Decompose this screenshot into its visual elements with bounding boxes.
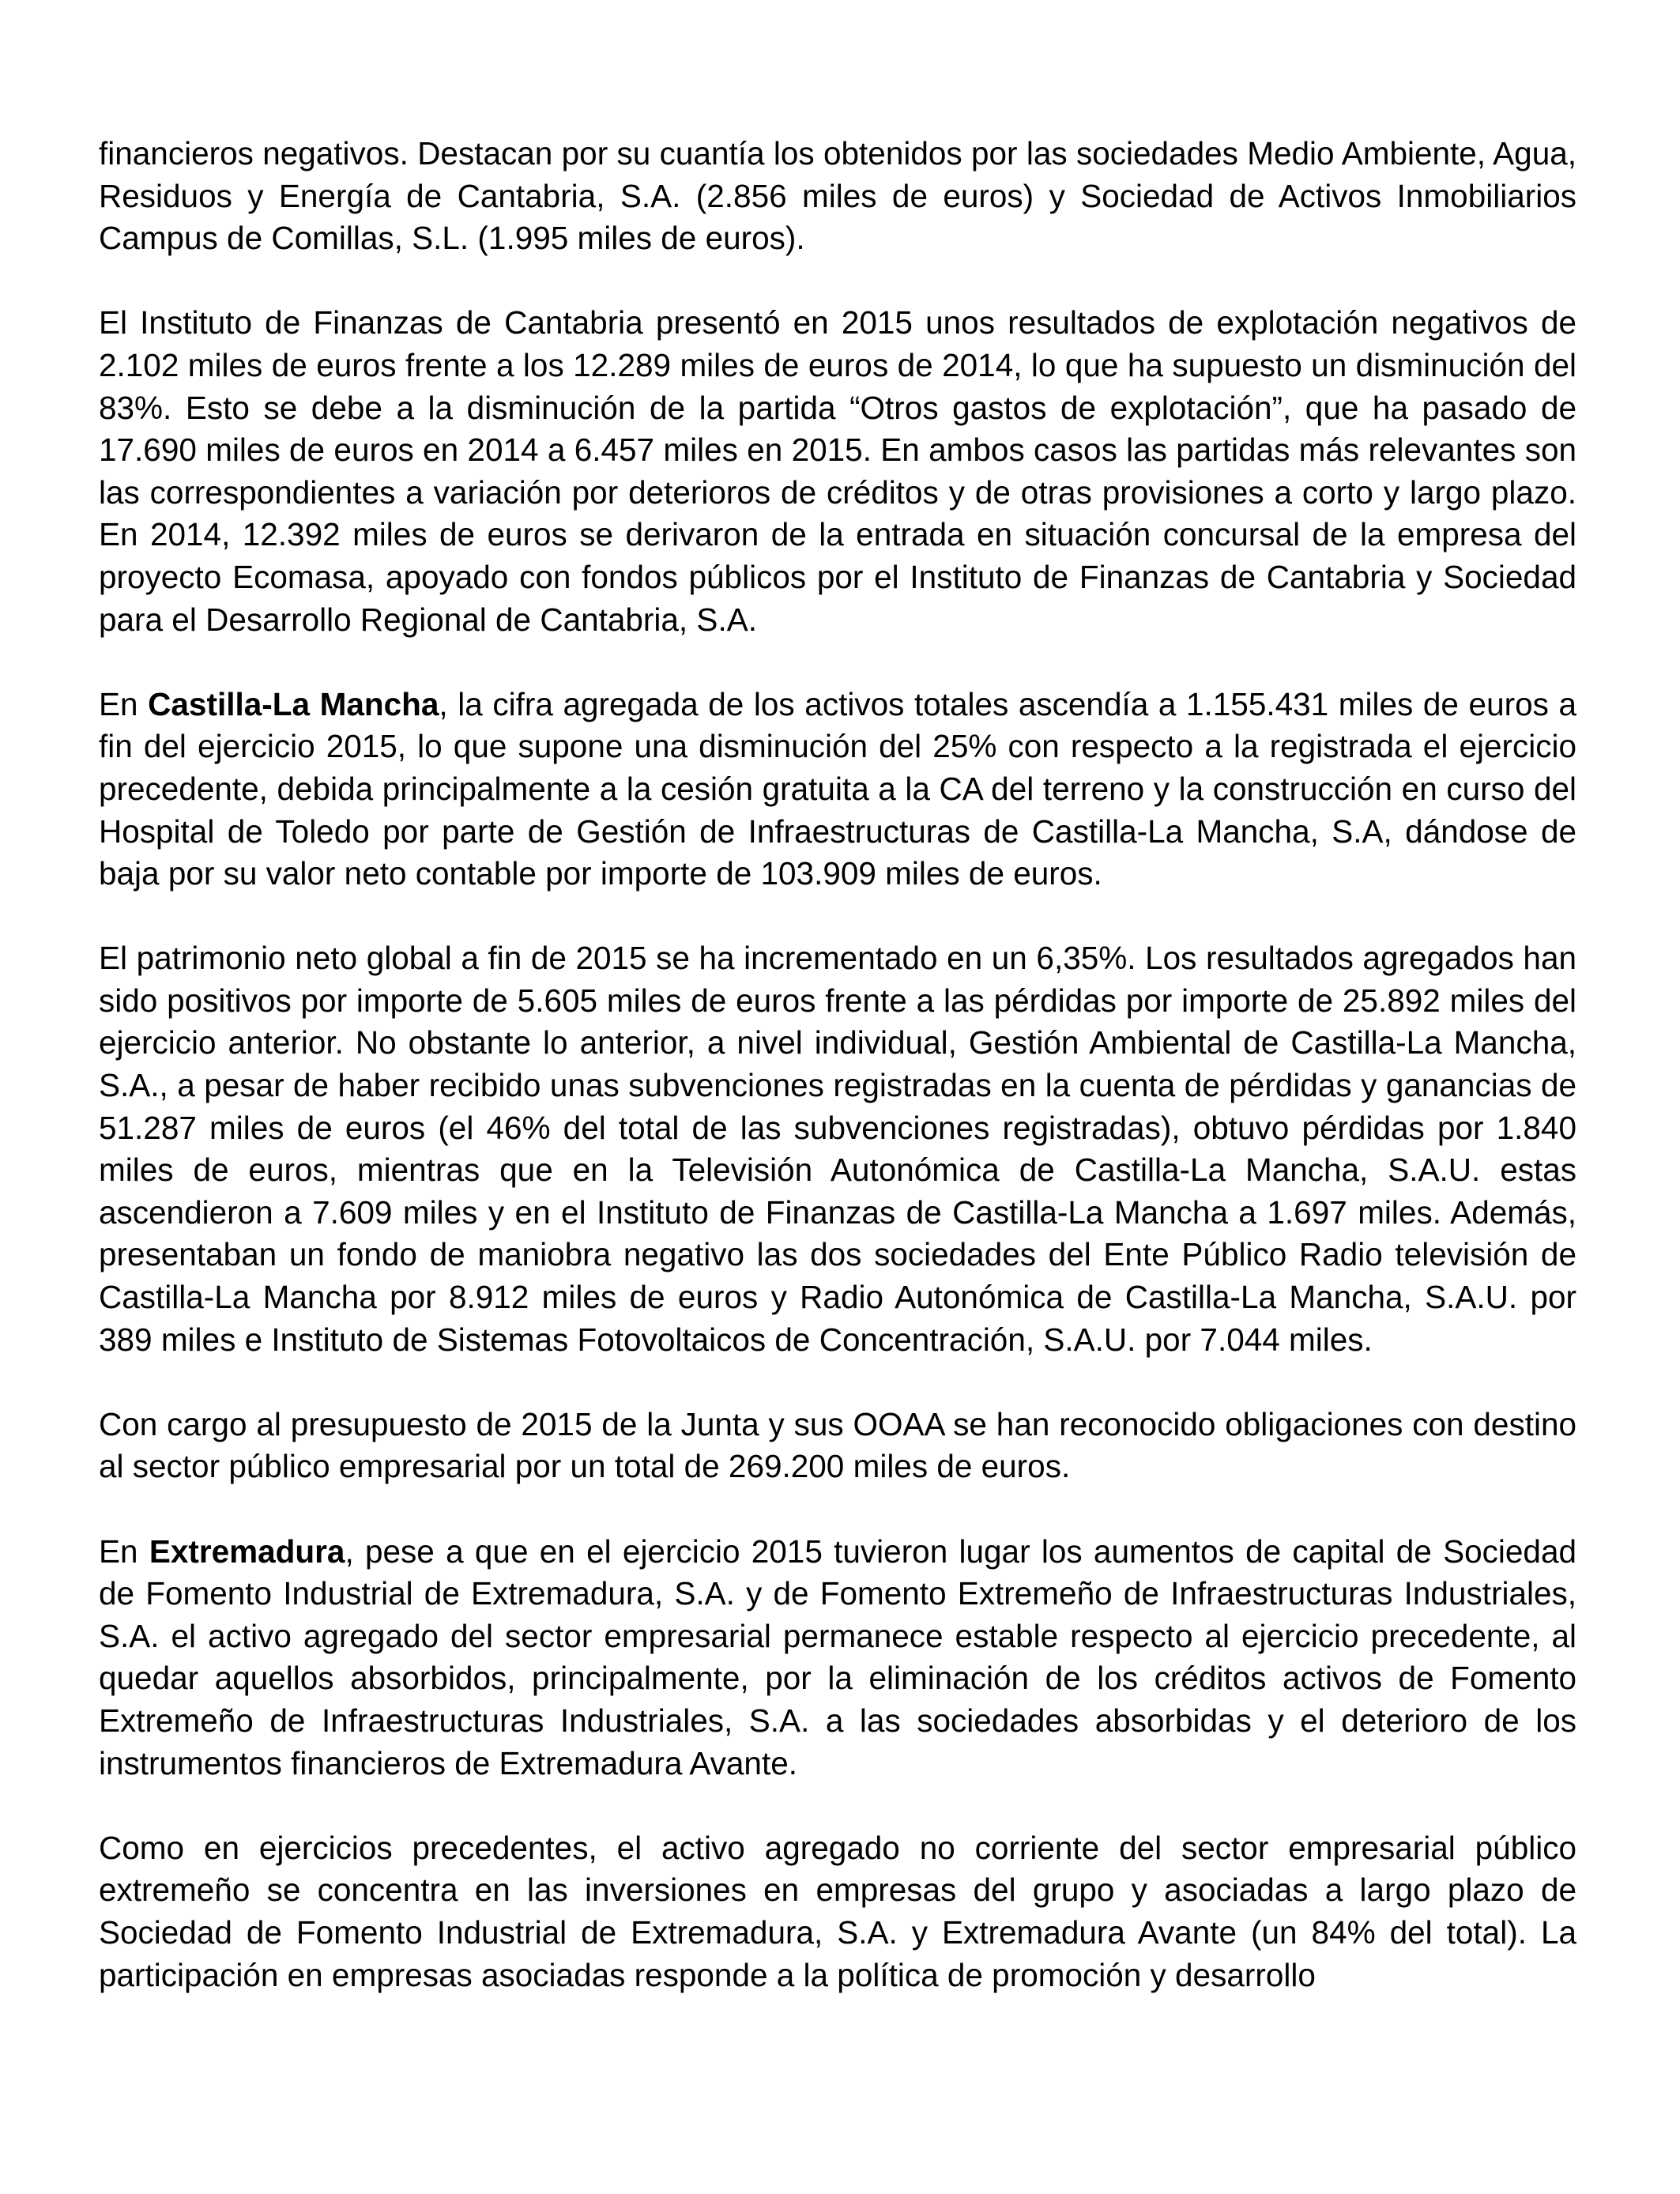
paragraph-text: financieros negativos. Destacan por su cuantía los obtenidos por las sociedades Medio Ambiente, Agua, Residuos y Energía de Cantabria, S.A. (2.856 miles de euros) y Sociedad de Activos Inmobiliarios Campus de Comillas, S.L. (1.995 miles de euros).: [99, 135, 1576, 257]
paragraph-text-before: En: [99, 685, 149, 722]
region-heading-castilla-la-mancha: Castilla-La Mancha: [148, 685, 439, 722]
region-heading-extremadura: Extremadura: [149, 1532, 345, 1570]
paragraph-1: [99, 133, 1576, 260]
paragraph-text-after: , la cifra agregada de los activos totales ascendía a 1.155.431 miles de euros a fin del ejercicio 2015, lo que supone una disminución del 25% con respecto a la registrada el ejercicio precedente, debida principalmente a la cesión gratuita a la CA del terreno y la construcción en curso del Hospital de Toledo por parte de Gestión de Infraestructuras de Castilla-La Mancha, S.A, dándose de baja por su valor neto contable por importe de 103.909 miles de euros.: [99, 685, 1577, 892]
paragraph-2: [99, 302, 1576, 641]
paragraph-text: El patrimonio neto global a fin de 2015 se ha incrementado en un 6,35%. Los resultados agregados han sido positivos por importe de 5.605 miles de euros frente a las pérdidas por importe de 25.892 miles del ejercicio anterior. No obstante lo anterior, a nivel individual, Gestión Ambiental de Castilla-La Mancha, S.A., a pesar de haber recibido unas subvenciones registradas en la cuenta de pérdidas y ganancias de 51.287 miles de euros (el 46% del total de las subvenciones registradas), obtuvo pérdidas por 1.840 miles de euros, mientras que en la Televisión Autonómica de Castilla-La Mancha, S.A.U. estas ascendieron a 7.609 miles y en el Instituto de Finanzas de Castilla-La Mancha a 1.697 miles. Además, presentaban un fondo de maniobra negativo las dos sociedades del Ente Público Radio televisión de Castilla-La Mancha por 8.912 miles de euros y Radio Autonómica de Castilla-La Mancha, S.A.U. por 389 miles e Instituto de Sistemas Fotovoltaicos de Concentración, S.A.U. por 7.044 miles.: [99, 940, 1576, 1358]
paragraph-3: [99, 684, 1576, 895]
paragraph-5: [99, 1404, 1576, 1488]
paragraph-text: Con cargo al presupuesto de 2015 de la Junta y sus OOAA se han reconocido obligaciones con destino al sector público empresarial por un total de 269.200 miles de euros.: [99, 1405, 1576, 1485]
paragraph-text: Como en ejercicios precedentes, el activo agregado no corriente del sector empresarial público extremeño se concentra en las inversiones en empresas del grupo y asociadas a largo plazo de Sociedad de Fomento Industrial de Extremadura, S.A. y Extremadura Avante (un 84% del total). La participación en empresas asociadas responde a la política de promoción y desarrollo: [99, 1829, 1576, 1993]
document-page: [99, 133, 1576, 1996]
paragraph-text-before: En: [99, 1532, 149, 1570]
paragraph-4: [99, 937, 1576, 1361]
paragraph-text-after: , pese a que en el ejercicio 2015 tuvieron lugar los aumentos de capital de Sociedad de Fomento Industrial de Extremadura, S.A. y de Fomento Extremeño de Infraestructuras Industriales, S.A. el activo agregado del sector empresarial permanece estable respecto al ejercicio precedente, al quedar aquellos absorbidos, principalmente, por la eliminación de los créditos activos de Fomento Extremeño de Infraestructuras Industriales, S.A. a las sociedades absorbidas y el deterioro de los instrumentos financieros de Extremadura Avante.: [99, 1532, 1576, 1781]
paragraph-text: El Instituto de Finanzas de Cantabria presentó en 2015 unos resultados de explotación negativos de 2.102 miles de euros frente a los 12.289 miles de euros de 2014, lo que ha supuesto un disminución del 83%. Esto se debe a la disminución de la partida “Otros gastos de explotación”, que ha pasado de 17.690 miles de euros en 2014 a 6.457 miles en 2015. En ambos casos las partidas más relevantes son las correspondientes a variación por deterioros de créditos y de otras provisiones a corto y largo plazo. En 2014, 12.392 miles de euros se derivaron de la entrada en situación concursal de la empresa del proyecto Ecomasa, apoyado con fondos públicos por el Instituto de Finanzas de Cantabria y Sociedad para el Desarrollo Regional de Cantabria, S.A.: [99, 304, 1576, 638]
paragraph-6: [99, 1531, 1576, 1785]
paragraph-7: [99, 1827, 1576, 1996]
